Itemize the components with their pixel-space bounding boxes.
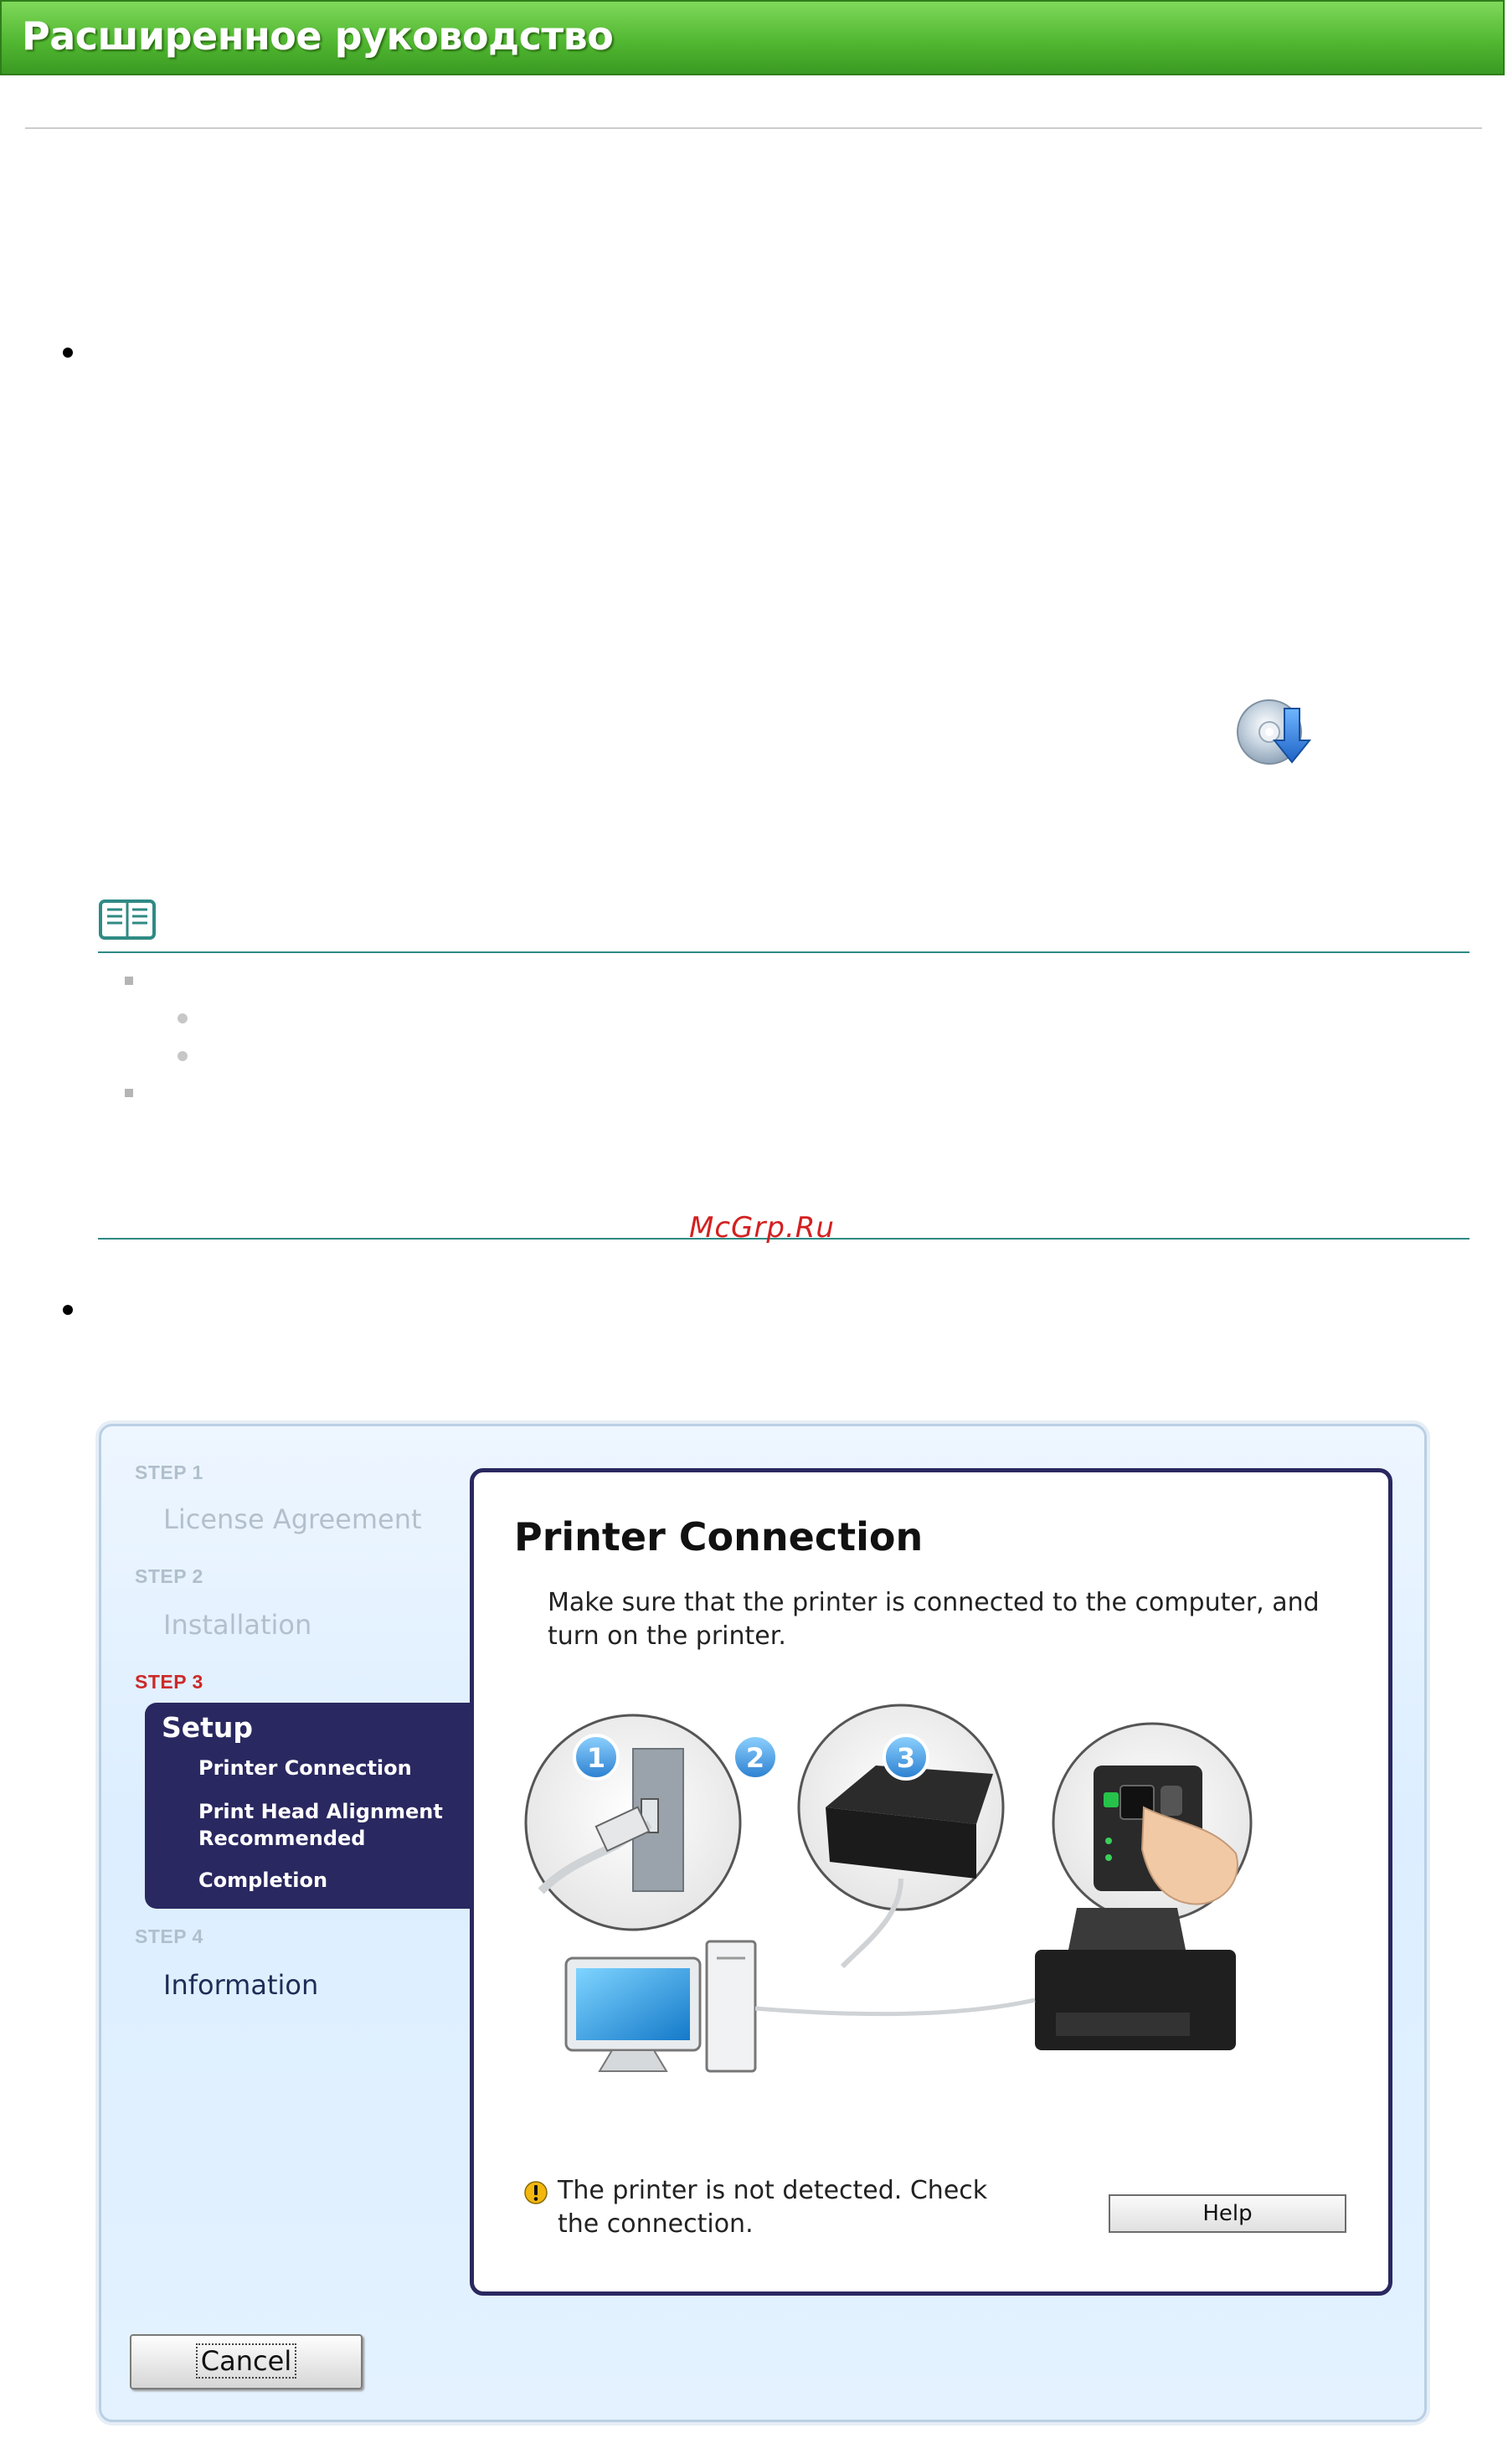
header-title: Расширенное руководство: [22, 13, 614, 59]
list-bullet: [63, 348, 73, 358]
top-divider: [25, 127, 1482, 129]
step-2-name: Installation: [163, 1609, 312, 1641]
note-sub-bullet: [178, 1051, 188, 1061]
step-2-label: STEP 2: [135, 1565, 203, 1587]
panel-title: Printer Connection: [514, 1514, 924, 1559]
substep-print-head-alignment: Print Head Alignment: [198, 1800, 443, 1823]
cancel-button-label: Cancel: [196, 2343, 296, 2379]
substep-recommended: Recommended: [198, 1827, 366, 1850]
note-top-rule: [98, 951, 1469, 953]
warning-message: The printer is not detected. Check the connection.: [558, 2176, 988, 2239]
step-1-name: License Agreement: [163, 1503, 422, 1535]
warning-icon: [524, 2181, 548, 2204]
note-square-bullet: [125, 977, 133, 985]
svg-text:3: 3: [896, 1742, 916, 1774]
svg-text:2: 2: [745, 1742, 765, 1774]
note-square-bullet: [125, 1089, 133, 1097]
step-3-setup-panel: [145, 1703, 480, 1909]
bubble-usb-cable: [526, 1715, 740, 1930]
list-bullet: [63, 1305, 73, 1315]
svg-text:1: 1: [586, 1742, 606, 1774]
step-1-label: STEP 1: [135, 1461, 203, 1483]
printer-connection-illustration: [507, 1699, 1361, 2075]
note-book-icon: [99, 898, 156, 941]
callout-3: [884, 1735, 928, 1779]
printer-illustration: [755, 1908, 1236, 2050]
help-button[interactable]: Help: [1109, 2194, 1346, 2233]
cd-install-icon: [1234, 692, 1315, 772]
step-4-label: STEP 4: [135, 1925, 203, 1947]
cancel-button[interactable]: [130, 2334, 363, 2389]
installer-window: [99, 1424, 1427, 2422]
computer-illustration: [566, 1941, 755, 2071]
step-3-label: STEP 3: [135, 1671, 203, 1693]
callout-1: [574, 1735, 618, 1779]
step-4-name: Information: [163, 1969, 319, 2001]
bubble-power-button: [1053, 1724, 1251, 1921]
watermark-text: McGrp.Ru: [689, 1211, 835, 1245]
substep-completion: Completion: [198, 1869, 328, 1892]
step-3-name: Setup: [162, 1711, 254, 1744]
panel-instruction: Make sure that the printer is connected to the computer, and turn on the printer.: [548, 1588, 1320, 1651]
printer-connection-panel: [470, 1468, 1392, 2296]
substep-printer-connection: Printer Connection: [198, 1756, 412, 1780]
callout-2: [733, 1735, 777, 1779]
note-sub-bullet: [178, 1013, 188, 1023]
header-bar: [0, 0, 1505, 75]
